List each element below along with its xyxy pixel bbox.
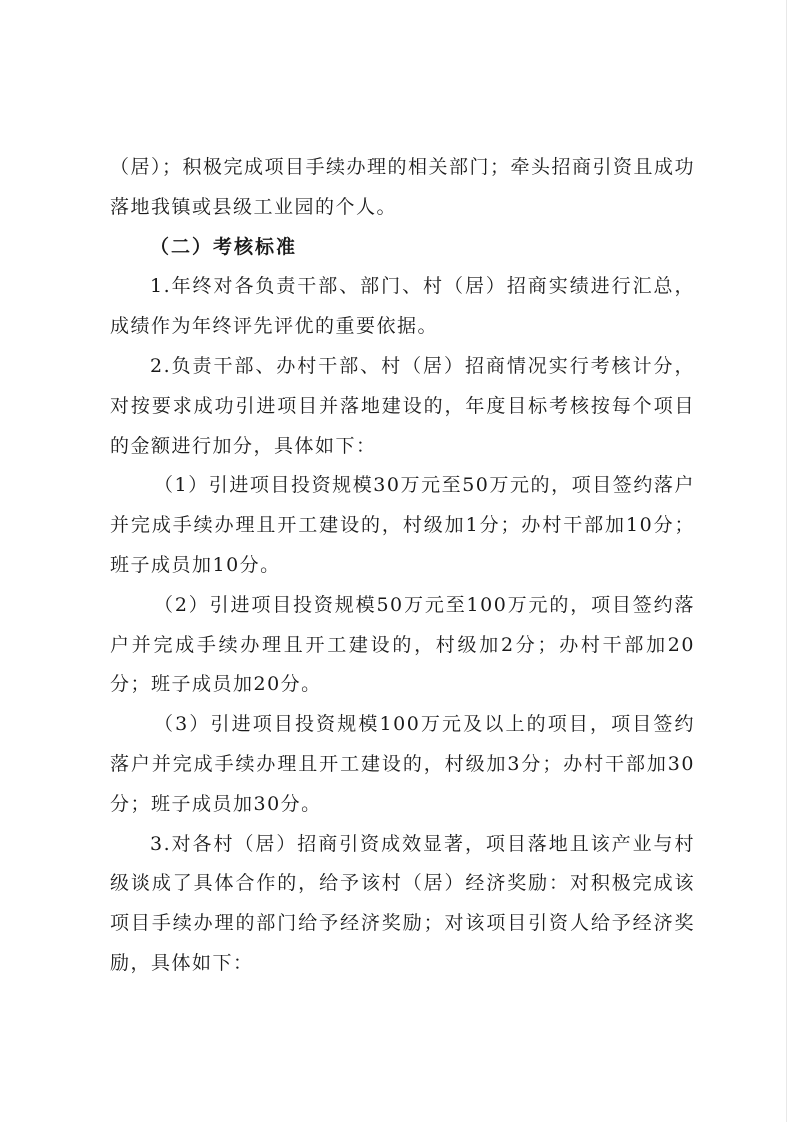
paragraph-subitem-1: （1）引进项目投资规模30万元至50万元的，项目签约落户并完成手续办理且开工建设的，村级加1分；办村干部加10分；班子成员加10分。 [110,474,695,576]
document-body [110,148,695,984]
page-edge-divider [786,0,787,1122]
paragraph-item-2: 2.负责干部、办村干部、村（居）招商情况实行考核计分，对按要求成功引进项目并落地建设的，年度目标考核按每个项目的金额进行加分，具体如下： [110,354,695,457]
paragraph-subitem-2: （2）引进项目投资规模50万元至100万元的，项目签约落户并完成手续办理且开工建设的，村级加2分；办村干部加20分；班子成员加20分。 [110,593,695,696]
paragraph-subitem-3: （3）引进项目投资规模100万元及以上的项目，项目签约落户并完成手续办理且开工建设的，村级加3分；办村干部加30分；班子成员加30分。 [110,713,695,815]
paragraph-item-3: 3.对各村（居）招商引资成效显著，项目落地且该产业与村级谈成了具体合作的，给予该村（居）经济奖励：对积极完成该项目手续办理的部门给予经济奖励；对该项目引资人给予经济奖励，具体如下： [110,832,695,974]
paragraph-eligible-recipients: （居）；积极完成项目手续办理的相关部门；牵头招商引资且成功落地我镇或县级工业园的个人。 [110,156,696,218]
paragraph-item-1: 1.年终对各负责干部、部门、村（居）招商实绩进行汇总，成绩作为年终评先评优的重要依据。 [110,275,695,338]
section-heading-assessment-criteria: （二）考核标准 [150,235,298,258]
